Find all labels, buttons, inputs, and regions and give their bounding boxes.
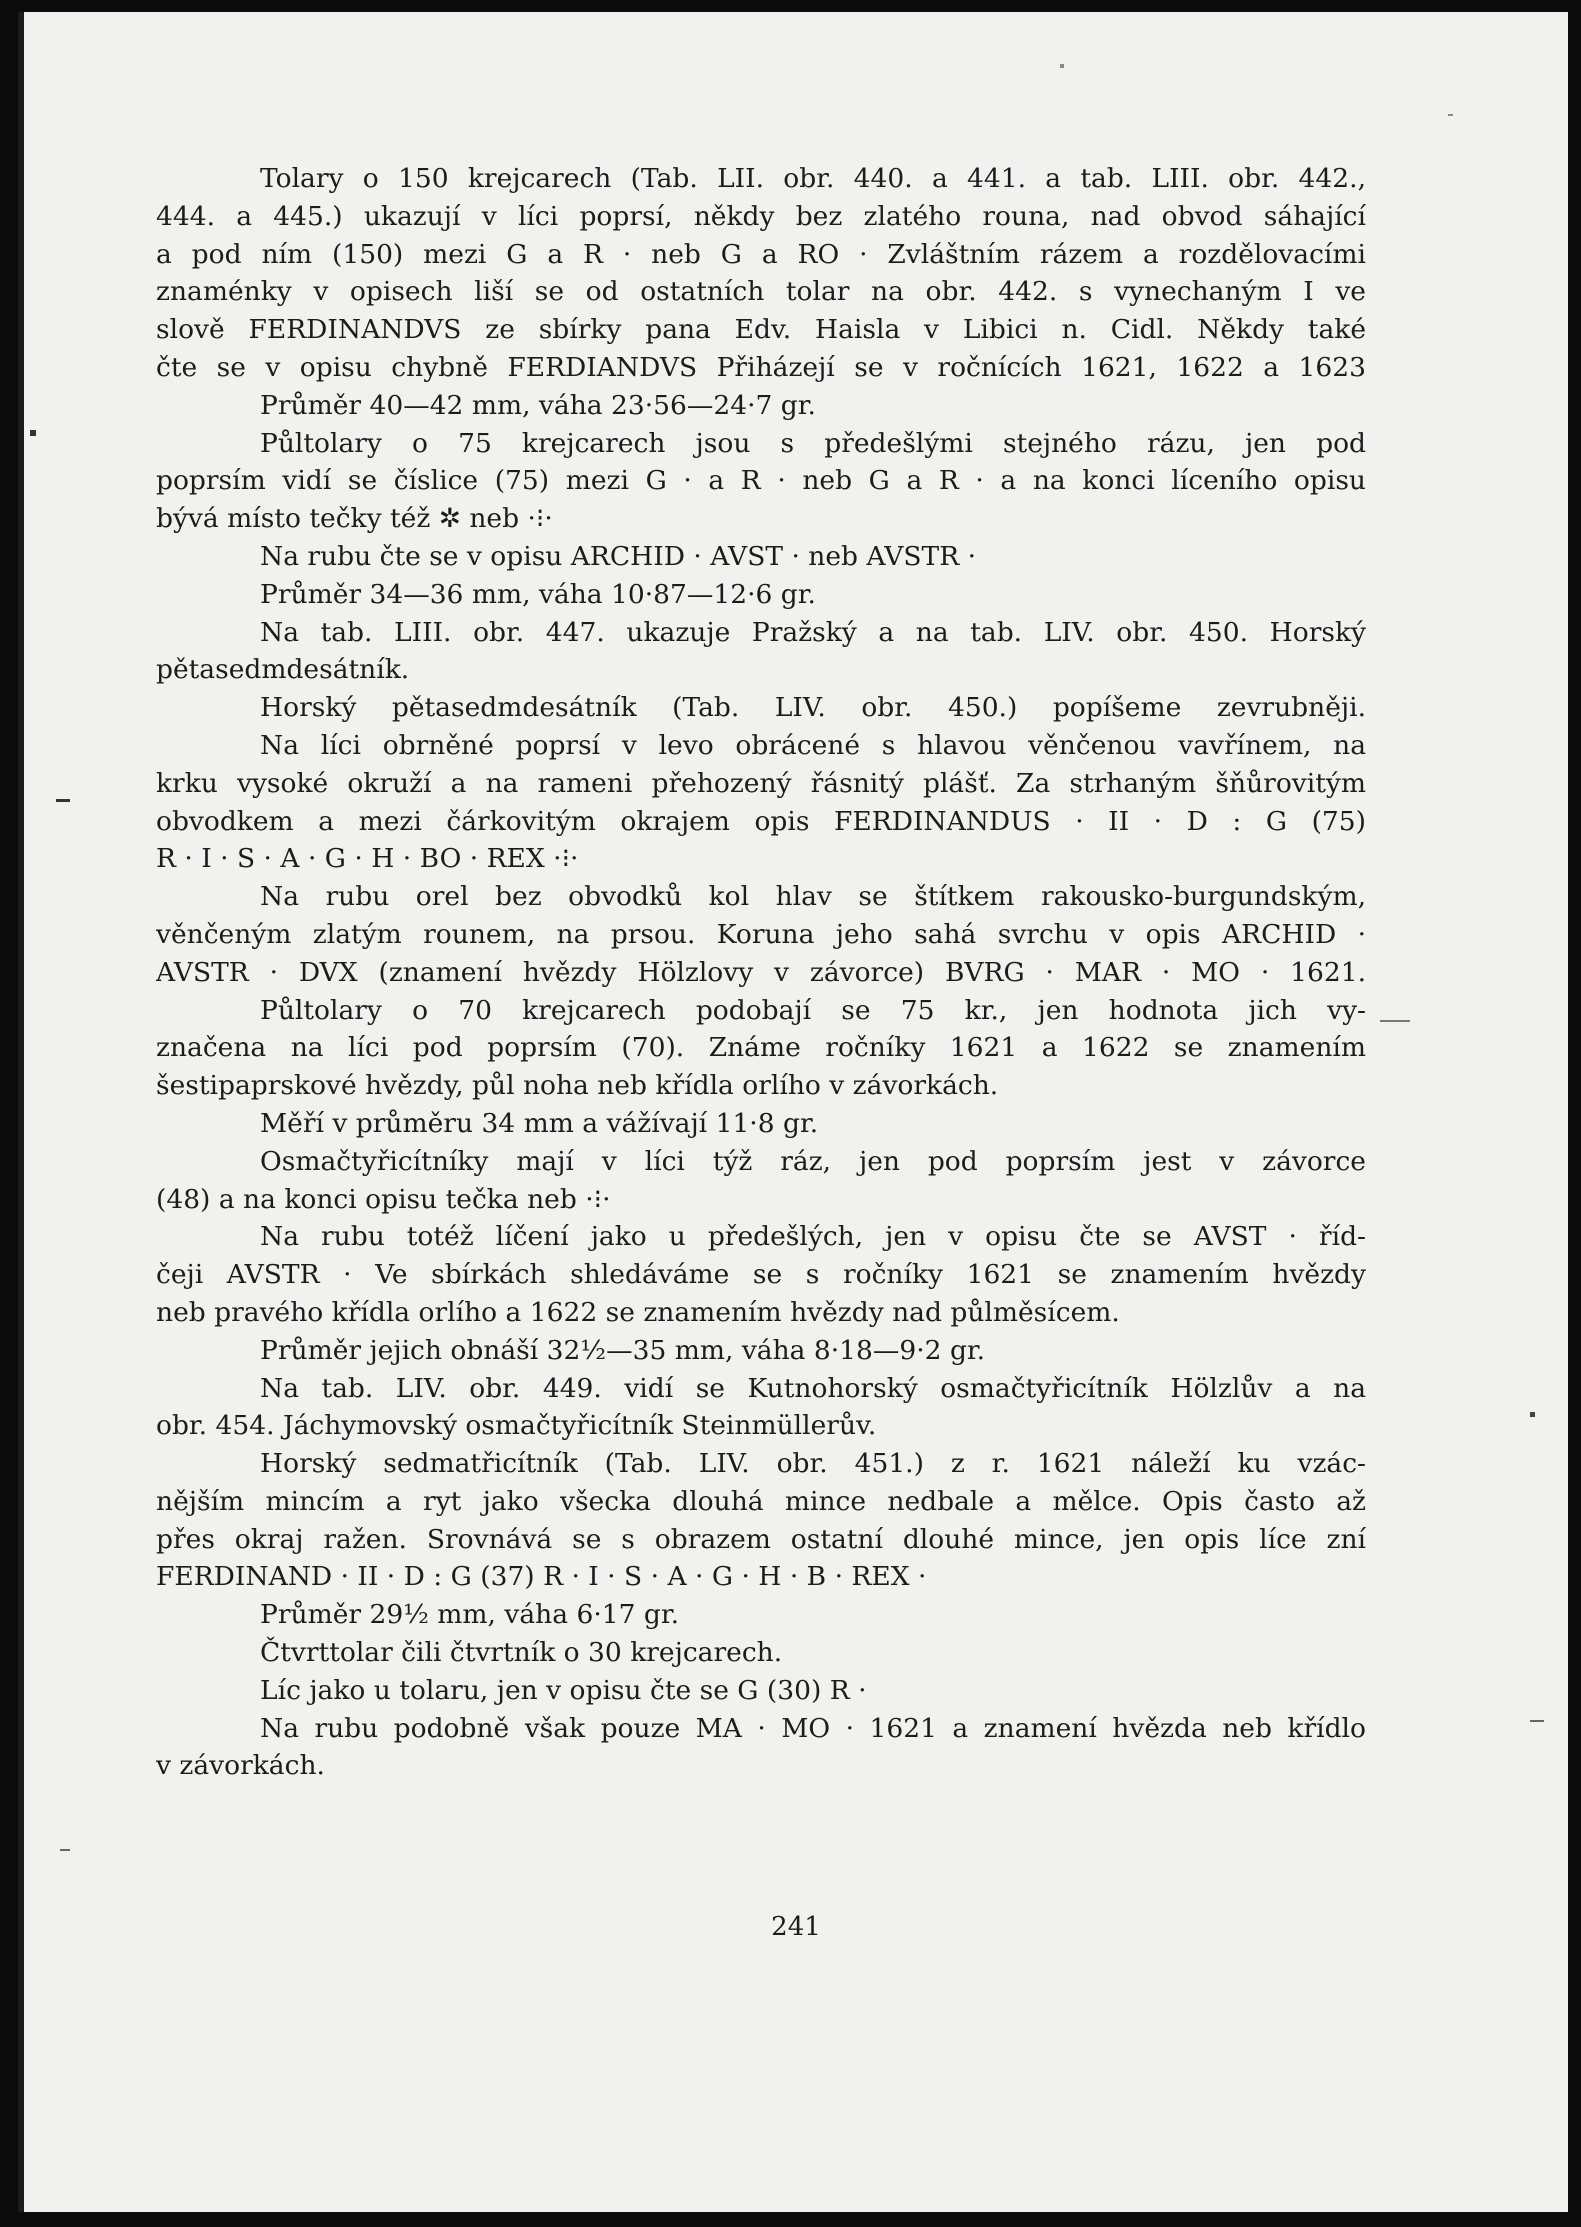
text-line: poprsím vidí se číslice (75) mezi G · a R · neb G a R · a na konci líceního opisu <box>156 465 1366 497</box>
text-line: R · I · S · A · G · H · BO · REX ·⁝· <box>156 843 579 875</box>
text-line: Líc jako u tolaru, jen v opisu čte se G (30) R · <box>260 1674 867 1706</box>
text-line: Na tab. LIII. obr. 447. ukazuje Pražský a na tab. LIV. obr. 450. Horský <box>260 616 1366 648</box>
text-line: čeji AVSTR · Ve sbírkách shledáváme se s ročníky 1621 se znamením hvězdy <box>156 1259 1366 1291</box>
text-line: Horský pětasedmdesátník (Tab. LIV. obr. 450.) popíšeme zevrubněji. <box>260 692 1366 724</box>
body-text <box>156 160 1366 1785</box>
text-line: Tolary o 150 krejcarech (Tab. LII. obr. 440. a 441. a tab. LIII. obr. 442., <box>260 163 1366 194</box>
margin-mark <box>1530 1720 1544 1722</box>
margin-mark <box>1060 64 1064 68</box>
text-line: Na rubu čte se v opisu ARCHID · AVST · neb AVSTR · <box>260 540 977 572</box>
text-line: pětasedmdesátník. <box>156 654 410 686</box>
text-line: přes okraj ražen. Srovnává se s obrazem ostatní dlouhé mince, jen opis líce zní <box>156 1523 1366 1555</box>
text-line: Půltolary o 75 krejcarech jsou s předešlými stejného rázu, jen pod <box>260 427 1366 459</box>
text-line: obvodkem a mezi čárkovitým okrajem opis FERDINANDUS · II · D : G (75) <box>156 805 1366 837</box>
text-line: 444. a 445.) ukazují v líci poprsí, někdy bez zlatého rouna, nad obvod sáhající <box>156 200 1366 232</box>
text-line: bývá místo tečky též ✲ neb ·⁝· <box>156 503 553 535</box>
margin-mark <box>30 430 36 436</box>
text-line: obr. 454. Jáchymovský osmačtyřicítník Steinmüllerův. <box>156 1410 877 1442</box>
text-line: Na tab. LIV. obr. 449. vidí se Kutnohorský osmačtyřicítník Hölzlův a na <box>260 1372 1366 1404</box>
text-line: v závorkách. <box>156 1750 325 1782</box>
text-line: Průměr 29½ mm, váha 6·17 gr. <box>260 1599 680 1631</box>
text-line: Průměr jejich obnáší 32½—35 mm, váha 8·18—9·2 gr. <box>260 1334 986 1366</box>
text-line: a pod ním (150) mezi G a R · neb G a RO · Zvláštním rázem a rozdělovacími <box>156 238 1366 270</box>
text-line: čte se v opisu chybně FERDIANDVS Přiházejí se v ročnících 1621, 1622 a 1623 <box>156 351 1366 383</box>
scanned-page <box>18 12 1568 2212</box>
text-line: znaménky v opisech liší se od ostatních tolar na obr. 442. s vynechaným I ve <box>156 276 1366 308</box>
text-line: Průměr 34—36 mm, váha 10·87—12·6 gr. <box>260 578 816 610</box>
margin-mark <box>1530 1412 1535 1417</box>
text-line: šestipaprskové hvězdy, půl noha neb křídla orlího v závorkách. <box>156 1070 999 1102</box>
text-line: Horský sedmatřicítník (Tab. LIV. obr. 451.) z r. 1621 náleží ku vzác- <box>260 1448 1366 1480</box>
text-line: Na rubu totéž líčení jako u předešlých, jen v opisu čte se AVST · říd- <box>260 1221 1366 1253</box>
text-line: Průměr 40—42 mm, váha 23·56—24·7 gr. <box>260 389 816 421</box>
text-line: krku vysoké okruží a na rameni přehozený řásnitý plášť. Za strhaným šňůrovitým <box>156 767 1366 799</box>
text-line: neb pravého křídla orlího a 1622 se znamením hvězdy nad půlměsícem. <box>156 1296 1120 1328</box>
margin-mark <box>1448 114 1453 116</box>
text-line: Na rubu podobně však pouze MA · MO · 1621 a znamení hvězda neb křídlo <box>260 1712 1366 1744</box>
text-line: FERDINAND · II · D : G (37) R · I · S · A · G · H · B · REX · <box>156 1561 927 1593</box>
text-line: Měří v průměru 34 mm a vážívají 11·8 gr. <box>260 1107 819 1139</box>
margin-mark <box>1380 1020 1410 1022</box>
text-line: (48) a na konci opisu tečka neb ·⁝· <box>156 1183 611 1215</box>
text-line: Čtvrttolar čili čtvrtník o 30 krejcarech. <box>260 1637 783 1669</box>
text-line: Půltolary o 70 krejcarech podobají se 75 kr., jen hodnota jich vy- <box>260 994 1366 1026</box>
text-line: AVSTR · DVX (znamení hvězdy Hölzlovy v závorce) BVRG · MAR · MO · 1621. <box>156 956 1366 988</box>
text-line: slově FERDINANDVS ze sbírky pana Edv. Haisla v Libici n. Cidl. Někdy také <box>156 314 1366 346</box>
margin-mark <box>60 1849 70 1851</box>
text-line: značena na líci pod poprsím (70). Známe ročníky 1621 a 1622 se znamením <box>156 1032 1366 1064</box>
text-line: Na líci obrněné poprsí v levo obrácené s hlavou věnčenou vavřínem, na <box>260 729 1366 761</box>
text-line: Na rubu orel bez obvodků kol hlav se štítkem rakousko-burgundským, <box>260 881 1366 913</box>
text-line: Osmačtyřicítníky mají v líci týž ráz, jen pod poprsím jest v závorce <box>260 1145 1366 1177</box>
page-number: 241 <box>771 1912 821 1942</box>
text-line: nějším mincím a ryt jako všecka dlouhá mince nedbale a mělce. Opis často až <box>156 1485 1366 1517</box>
text-line: věnčeným zlatým rounem, na prsou. Koruna jeho sahá svrchu v opis ARCHID · <box>156 918 1366 950</box>
margin-mark <box>56 799 70 802</box>
